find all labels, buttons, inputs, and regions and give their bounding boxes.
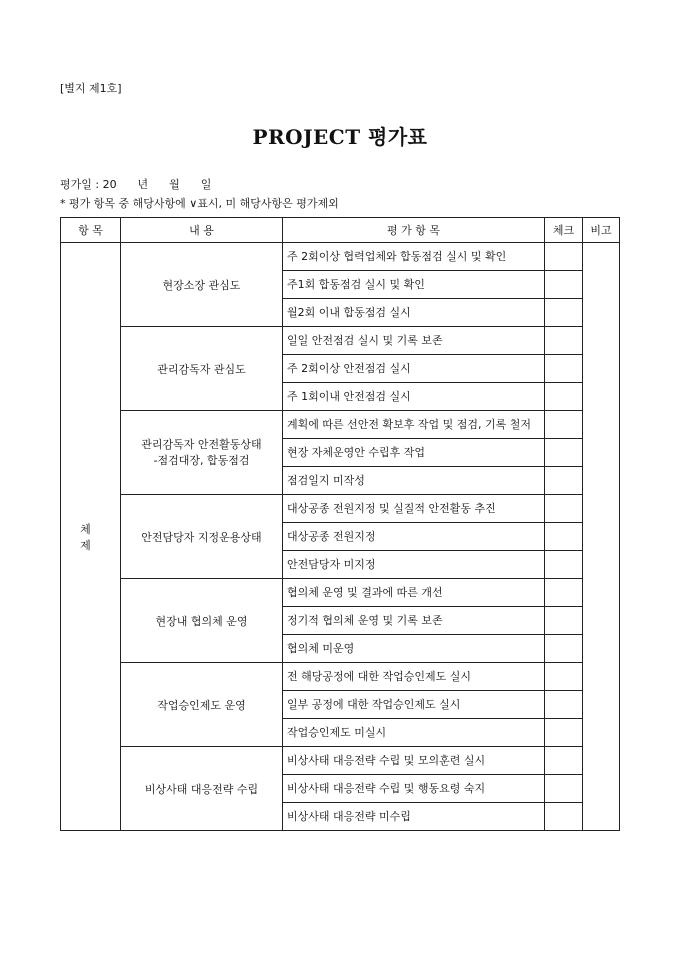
table-row xyxy=(61,579,620,607)
check-cell[interactable] xyxy=(545,327,583,355)
check-cell[interactable] xyxy=(545,775,583,803)
table-row xyxy=(61,747,620,775)
check-cell[interactable] xyxy=(545,607,583,635)
check-cell[interactable] xyxy=(545,551,583,579)
content-cell: 안전담당자 지정운용상태 xyxy=(121,495,283,579)
annex-label: [별지 제1호] xyxy=(60,82,122,95)
content-cell: 비상사태 대응전략 수립 xyxy=(121,747,283,831)
check-cell[interactable] xyxy=(545,747,583,775)
content-line: 관리감독자 안전활동상태 xyxy=(141,437,262,451)
check-cell[interactable] xyxy=(545,271,583,299)
check-cell[interactable] xyxy=(545,495,583,523)
header-remark: 비고 xyxy=(583,218,620,243)
table-row xyxy=(61,327,620,355)
header-items: 평 가 항 목 xyxy=(283,218,545,243)
table-row xyxy=(61,411,620,439)
page-title: PROJECT 평가표 xyxy=(252,125,428,149)
item-cell: 대상공종 전원지정 및 실질적 안전활동 추진 xyxy=(283,495,545,523)
item-cell: 정기적 협의체 운영 및 기록 보존 xyxy=(283,607,545,635)
check-cell[interactable] xyxy=(545,243,583,271)
item-cell: 주1회 합동점검 실시 및 확인 xyxy=(283,271,545,299)
item-cell: 일부 공정에 대한 작업승인제도 실시 xyxy=(283,691,545,719)
content-line: -점검대장, 합동점검 xyxy=(153,453,250,467)
item-cell: 안전담당자 미지정 xyxy=(283,551,545,579)
item-cell: 비상사태 대응전략 미수립 xyxy=(283,803,545,831)
check-cell[interactable] xyxy=(545,663,583,691)
content-cell: 현장소장 관심도 xyxy=(121,243,283,327)
item-cell: 현장 자체운영안 수립후 작업 xyxy=(283,439,545,467)
item-cell: 일일 안전점검 실시 및 기록 보존 xyxy=(283,327,545,355)
item-cell: 작업승인제도 미실시 xyxy=(283,719,545,747)
item-cell: 주 2회이상 안전점검 실시 xyxy=(283,355,545,383)
evaluation-table xyxy=(60,217,620,831)
item-cell: 점검일지 미작성 xyxy=(283,467,545,495)
item-cell: 협의체 미운영 xyxy=(283,635,545,663)
item-cell: 협의체 운영 및 결과에 따른 개선 xyxy=(283,579,545,607)
evaluation-date: 평가일 : 20 년 월 일 xyxy=(60,178,212,191)
category-cell: 체 제 xyxy=(61,243,121,831)
check-cell[interactable] xyxy=(545,355,583,383)
header-row xyxy=(61,218,620,243)
header-content: 내 용 xyxy=(121,218,283,243)
item-cell: 비상사태 대응전략 수립 및 행동요령 숙지 xyxy=(283,775,545,803)
check-cell[interactable] xyxy=(545,299,583,327)
check-cell[interactable] xyxy=(545,579,583,607)
check-cell[interactable] xyxy=(545,803,583,831)
content-cell: 작업승인제도 운영 xyxy=(121,663,283,747)
table-row xyxy=(61,663,620,691)
item-cell: 주 1회이내 안전점검 실시 xyxy=(283,383,545,411)
item-cell: 주 2회이상 협력업체와 합동점검 실시 및 확인 xyxy=(283,243,545,271)
remark-cell[interactable] xyxy=(583,243,620,831)
table-row xyxy=(61,243,620,271)
content-cell: 현장내 협의체 운영 xyxy=(121,579,283,663)
check-cell[interactable] xyxy=(545,439,583,467)
content-cell xyxy=(121,411,283,495)
check-cell[interactable] xyxy=(545,467,583,495)
item-cell: 대상공종 전원지정 xyxy=(283,523,545,551)
item-cell: 월2회 이내 합동점검 실시 xyxy=(283,299,545,327)
content-cell: 관리감독자 관심도 xyxy=(121,327,283,411)
check-cell[interactable] xyxy=(545,719,583,747)
header-check: 체크 xyxy=(545,218,583,243)
check-cell[interactable] xyxy=(545,411,583,439)
check-cell[interactable] xyxy=(545,691,583,719)
item-cell: 계획에 따른 선안전 확보후 작업 및 점검, 기록 철저 xyxy=(283,411,545,439)
table-row xyxy=(61,495,620,523)
header-category: 항 목 xyxy=(61,218,121,243)
check-cell[interactable] xyxy=(545,523,583,551)
check-cell[interactable] xyxy=(545,635,583,663)
item-cell: 전 해당공정에 대한 작업승인제도 실시 xyxy=(283,663,545,691)
item-cell: 비상사태 대응전략 수립 및 모의훈련 실시 xyxy=(283,747,545,775)
instruction-note: * 평가 항목 중 해당사항에 ∨표시, 미 해당사항은 평가제외 xyxy=(60,197,339,210)
check-cell[interactable] xyxy=(545,383,583,411)
